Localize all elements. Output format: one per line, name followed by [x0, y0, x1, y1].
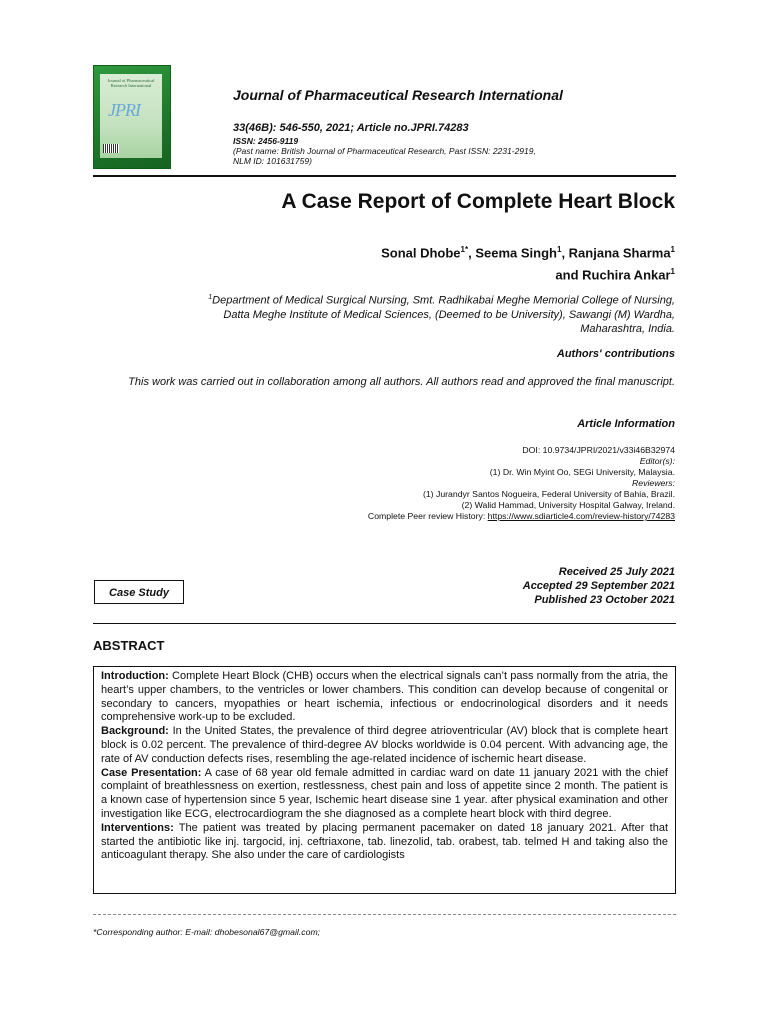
author-name: Ruchira Ankar [582, 267, 671, 283]
article-info-heading: Article Information [577, 418, 675, 430]
abstract-section-background [101, 725, 668, 766]
review-history-link[interactable]: https://www.sdiarticle4.com/review-history/74283 [487, 511, 675, 521]
footnote-divider [93, 914, 676, 915]
abstract-section-case-presentation [101, 767, 668, 822]
received-date: Received 25 July 2021 [558, 566, 675, 578]
barcode-icon [103, 144, 119, 153]
publication-dates [523, 565, 675, 607]
journal-volume: 33(46B): 546-550, 2021; Article no.JPRI.74283 [233, 122, 469, 134]
section-label: Background: [101, 725, 169, 738]
reviewer-entry: (1) Jurandyr Santos Nogueira, Federal University of Bahia, Brazil. [422, 489, 675, 499]
affiliation-line-2: Datta Meghe Institute of Medical Sciences, (Deemed to be University), Sawangi (M) Wardha, [223, 308, 675, 321]
affiliation [75, 291, 675, 336]
accepted-date: Accepted 29 September 2021 [522, 580, 675, 592]
abstract-heading: ABSTRACT [93, 638, 165, 653]
abstract-section-interventions [101, 822, 668, 863]
author-name: Sonal Dhobe [381, 245, 461, 261]
author-name: Seema Singh [475, 245, 557, 261]
abstract-section-introduction [101, 670, 668, 725]
article-type-badge: Case Study [94, 580, 184, 604]
affiliation-line-1: Department of Medical Surgical Nursing, Smt. Radhikabai Meghe Memorial College of Nursing, [212, 294, 675, 307]
journal-name: Journal of Pharmaceutical Research International [233, 87, 563, 103]
journal-past-name [233, 146, 653, 166]
editor-entry: (1) Dr. Win Myint Oo, SEGi University, Malaysia. [489, 467, 675, 477]
past-name-line-2: NLM ID: 101631759) [233, 156, 312, 166]
editors-label: Editor(s): [639, 456, 675, 466]
section-label: Case Presentation: [101, 766, 202, 779]
author-sup: 1* [460, 245, 469, 254]
section-text: A case of 68 year old female admitted in cardiac ward on date 11 january 2021 with the chief complaint of breathlessness on exertion, restlessness, chest pain and loss of appetite since 2 month. The patient is a known case of hypertension since 5 year, Ischemic heart disease sine 1 year. after physical examination and other investigation like ECG, electrocardiogram the she diagnosed as a complete heart block with third degree. [101, 766, 668, 820]
affiliation-line-3: Maharashtra, India. [580, 322, 675, 335]
corresponding-author-footnote: *Corresponding author: E-mail: dhobesonal67@gmail.com; [93, 927, 321, 937]
author-list: Sonal Dhobe$^{1*}$, Seema Singh$^1$, Ranjana Sharma$^1$ and Ruchira Ankar$^1$ [381, 245, 675, 283]
contributions-text: This work was carried out in collaboration among all authors. All authors read and approved the final manuscript. [128, 376, 675, 388]
abstract-box [93, 666, 676, 894]
reviewer-entry: (2) Walid Hammad, University Hospital Galway, Ireland. [461, 500, 675, 510]
author-name: Ranjana Sharma [568, 245, 671, 261]
section-divider [93, 623, 676, 624]
contributions-heading: Authors' contributions [556, 348, 675, 360]
section-label: Introduction: [101, 670, 169, 682]
author-sup: 1 [556, 245, 562, 254]
section-text: The patient was treated by placing permanent pacemaker on dated 18 january 2021. After that started the antibiotic like inj. targocid, inj. ceftriaxone, tab. linezolid, tab. orabest, tab. telmed H and taking also the anticoagulant therapy. She also under the care of cardiologists [101, 821, 668, 862]
cover-title: Journal of Pharmaceutical Research International [107, 78, 155, 88]
past-name-line-1: (Past name: British Journal of Pharmaceutical Research, Past ISSN: 2231-2919, [233, 146, 536, 156]
author-sup: 1 [670, 267, 675, 277]
author-sup: 1 [670, 245, 675, 254]
journal-cover-image [93, 65, 171, 169]
section-text: Complete Heart Block (CHB) occurs when the electrical signals can’t pass normally from the atria, the heart’s upper chambers, to the ventricles or lower chambers. This condition can develop because of congenital or secondary to cancers, myopathies or heart ischemia, infectious or endocrinological disorders and it needs comprehensive work-up to be excluded. [101, 670, 668, 724]
journal-issn: ISSN: 2456-9119 [233, 136, 299, 146]
published-date: Published 23 October 2021 [534, 594, 675, 606]
section-label: Interventions: [101, 821, 174, 834]
affiliation-sup: 1 [208, 294, 213, 301]
header-divider [93, 175, 676, 177]
article-title: A Case Report of Complete Heart Block [281, 190, 675, 213]
reviewers-label: Reviewers: [632, 478, 675, 488]
review-history-label: Complete Peer review History: [367, 511, 488, 521]
cover-logo: JPRI [108, 100, 140, 120]
article-info [175, 445, 675, 522]
doi: DOI: 10.9734/JPRI/2021/v33i46B32974 [522, 445, 675, 455]
section-text: In the United States, the prevalence of third degree atrioventricular (AV) block that is complete heart block is 0.02 percent. The prevalence of third-degree AV blocks worldwide is 0.04 percent. With advancing age, the rate of AV conduction defects rises, resembling the age-related incidence of ischemic heart disease. [101, 725, 668, 765]
